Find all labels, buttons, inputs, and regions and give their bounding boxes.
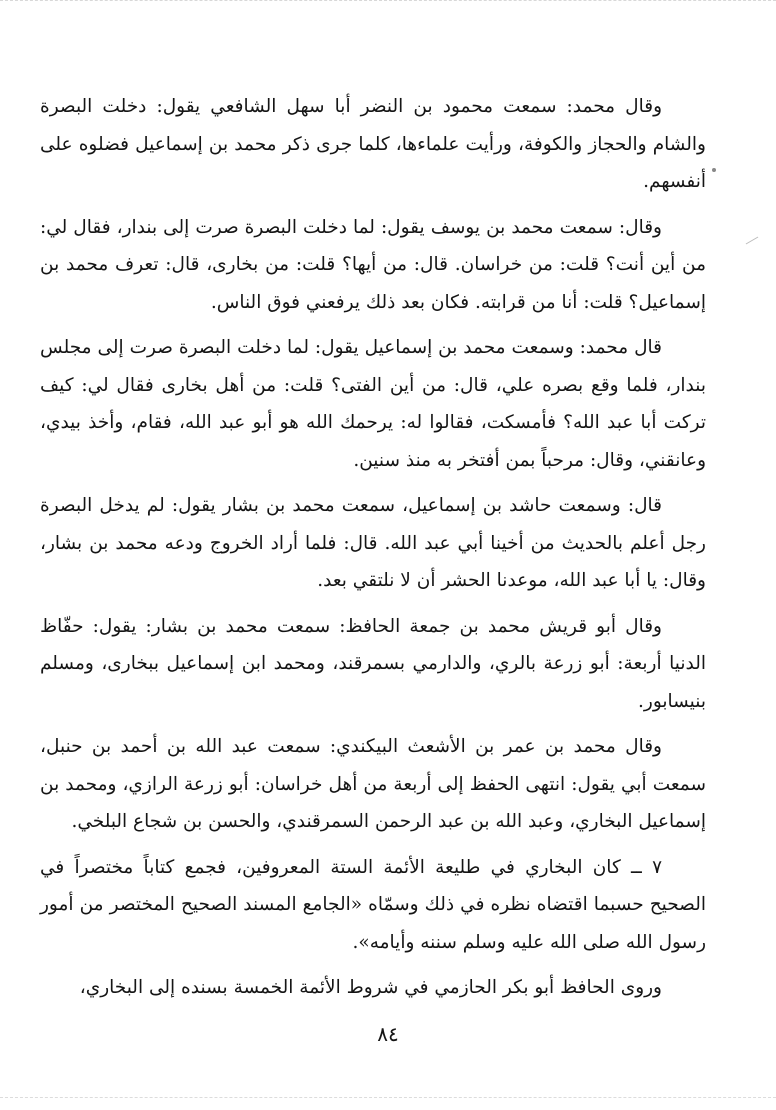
paragraph-mahmoud-ibn-nadr: وقال محمد: سمعت محمود بن النضر أبا سهل الشافعي يقول: دخلت البصرة والشام والحجاز والكوفة، ورأيت علماءها، كلما جرى ذكر محمد بن إسماعيل فضلوه على أنفسهم. bbox=[40, 96, 706, 192]
page-body bbox=[40, 88, 706, 1015]
margin-mark-dot bbox=[712, 168, 716, 172]
paragraph-section-7: ٧ ــ كان البخاري في طليعة الأئمة الستة المعروفين، فجمع كتاباً مختصراً في الصحيح حسبما اقتضاه نظره في ذلك وسمّاه «الجامع المسند الصحيح المختصر من أمور رسول الله صلى الله عليه وسلم سننه وأيامه». bbox=[40, 856, 706, 953]
page-number: ٨٤ bbox=[377, 1022, 399, 1046]
scan-edge-top bbox=[0, 0, 776, 2]
paragraph-abu-quraysh: وقال أبو قريش محمد بن جمعة الحافظ: سمعت محمد بن بشار: يقول: حفّاظ الدنيا أربعة: أبو زرعة بالري، والدارمي بسمرقند، ومحمد ابن إسماعيل ببخارى، ومسلم بنيسابور. bbox=[40, 615, 706, 712]
scan-edge-bottom bbox=[0, 1097, 776, 1099]
paragraph-hashid-ibn-ismail: قال: وسمعت حاشد بن إسماعيل، سمعت محمد بن بشار يقول: لم يدخل البصرة رجل أعلم بالحديث من أخينا أبي عبد الله. قال: فلما أراد الخروج ودعه محمد بن بشار، وقال: يا أبا عبد الله، موعدنا الحشر أن لا نلتقي بعد. bbox=[40, 495, 706, 591]
paragraph-muhammad-ibn-yusuf: وقال: سمعت محمد بن يوسف يقول: لما دخلت البصرة صرت إلى بندار، فقال لي: من أين أنت؟ قلت: من خراسان. قال: من أيها؟ قلت: من بخارى، قال: تعرف محمد بن إسماعيل؟ قلت: أنا من قرابته. فكان بعد ذلك يرفعني فوق الناس. bbox=[40, 216, 706, 313]
paragraph-majlis-bundar: قال محمد: وسمعت محمد بن إسماعيل يقول: لما دخلت البصرة صرت إلى مجلس بندار، فلما وقع بصره علي، قال: من أين الفتى؟ قلت: من أهل بخارى فقال لي: كيف تركت أبا عبد الله؟ فأمسكت، فقالوا له: يرحمك الله هو أبو عبد الله، فقام، وأخذ بيدي، وعانقني، وقال: مرحباً بمن أفتخر به منذ سنين. bbox=[40, 337, 706, 471]
paragraph-muhammad-ibn-umar: وقال محمد بن عمر بن الأشعث البيكندي: سمعت عبد الله بن أحمد بن حنبل، سمعت أبي يقول: انتهى الحفظ إلى أربعة من أهل خراسان: أبو زرعة الرازي، ومحمد بن إسماعيل البخاري، وعبد الله بن عبد الرحمن السمرقندي، والحسن بن شجاع البلخي. bbox=[40, 736, 706, 832]
margin-mark-stroke bbox=[746, 237, 759, 245]
paragraph-al-hazimi: وروى الحافظ أبو بكر الحازمي في شروط الأئمة الخمسة بسنده إلى البخاري، bbox=[79, 977, 662, 998]
